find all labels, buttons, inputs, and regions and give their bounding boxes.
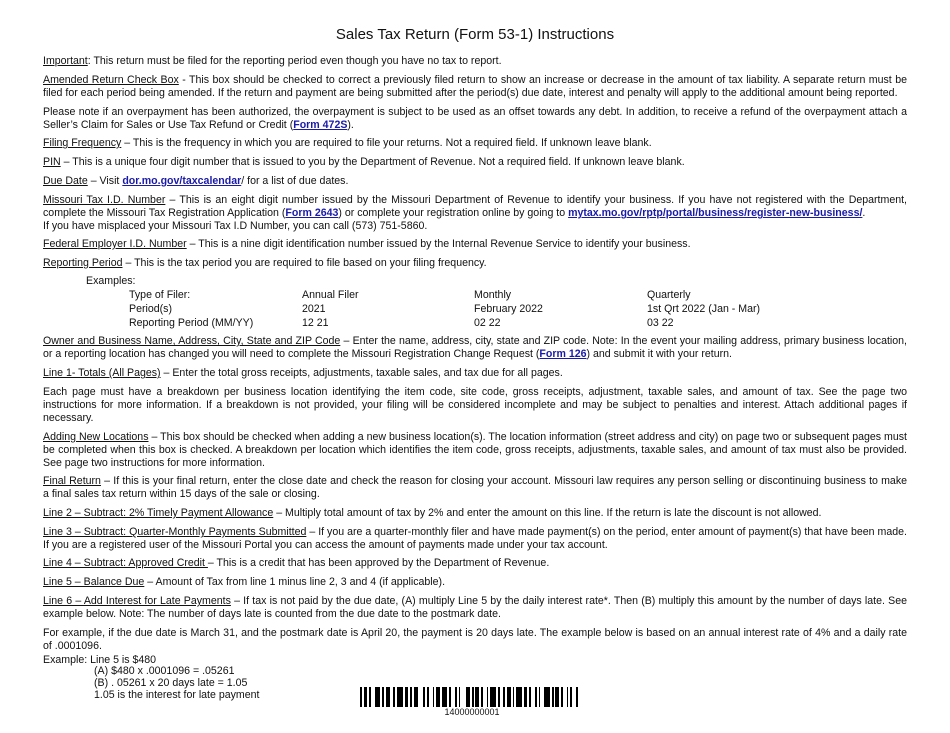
examples-row: Reporting Period (MM/YY) 12 21 02 22 03 22 xyxy=(129,317,674,329)
final-return-paragraph: Final Return – If this is your final return, enter the close date and check the reason for closing your account. Missouri law requires any person selling or discontinuing business to make a final sales tax return within 15 days of the sale or closing. xyxy=(43,475,908,501)
overpayment-paragraph: Please note if an overpayment has been authorized, the overpayment is subject to be used as an offset towards any debt. In addition, to receive a refund of the overpayment attach a Seller’s Claim for Sales or Use Tax Refund or Credit (Form 472S). xyxy=(43,106,907,132)
line2-paragraph: Line 2 – Subtract: 2% Timely Payment Allowance – Multiply total amount of tax by 2% and enter the amount on this line. If the return is late the discount is not allowed. xyxy=(43,507,822,519)
example-label: Example: Line 5 is $480 xyxy=(43,654,157,666)
pin-paragraph: PIN – This is a unique four digit number that is issued to you by the Department of Revenue. Not a required field. If unknown leave blank. xyxy=(43,156,685,168)
line1-paragraph: Line 1- Totals (All Pages) – Enter the total gross receipts, adjustments, taxable sales, and tax due for all pages. xyxy=(43,367,563,379)
owner-paragraph: Owner and Business Name, Address, City, State and ZIP Code – Enter the name, address, city, state and ZIP code. Note: In the event your mailing address, primary business location, or a reporting location has changed you will need to complete the Missouri Registration Change Request (Form 126) and submit it with your return. xyxy=(43,335,907,361)
examples-row: Period(s) 2021 February 2022 1st Qrt 2022 (Jan - Mar) xyxy=(129,303,761,315)
register-new-business-link[interactable]: mytax.mo.gov/rptp/portal/business/register-new-business/ xyxy=(568,207,863,220)
tax-calendar-link[interactable]: dor.mo.gov/taxcalendar xyxy=(122,175,242,187)
calc-step-b: (B) . 05261 x 20 days late = 1.05 xyxy=(94,677,248,689)
line5-paragraph: Line 5 – Balance Due – Amount of Tax from line 1 minus line 2, 3 and 4 (if applicable). xyxy=(43,576,446,588)
page-title: Sales Tax Return (Form 53-1) Instructions xyxy=(335,26,615,43)
adding-locations-paragraph: Adding New Locations – This box should be checked when adding a new business location(s). The location information (street address and city) on page two or subsequent pages must be completed when this box is checked. A breakdown per location which identifies the item code, gross receipts, adjustments, taxable sales, and amount of tax must also be provided. See page two instructions for more information. xyxy=(43,431,907,470)
form-472s-link[interactable]: Form 472S xyxy=(293,119,348,132)
calc-step-a: (A) $480 x .0001096 = .05261 xyxy=(94,665,235,677)
interest-example-paragraph: For example, if the due date is March 31, and the postmark date is April 20, the payment is 20 days late. The example below is based on an annual interest rate of 4% and a daily rate of .0001096. xyxy=(43,627,907,653)
examples-row: Type of Filer: Annual Filer Monthly Quarterly xyxy=(129,289,691,301)
line3-paragraph: Line 3 – Subtract: Quarter-Monthly Payments Submitted – If you are a quarter-monthly filer and have made payment(s) on the period, enter amount of payment(s) that have been made. If you are a registered user of the Missouri Portal you can access the amount of payments made under your tax account. xyxy=(43,526,907,552)
form-126-link[interactable]: Form 126 xyxy=(539,348,587,361)
federal-id-paragraph: Federal Employer I.D. Number – This is a nine digit identification number issued by the Internal Revenue Service to identify your business. xyxy=(43,238,691,250)
breakdown-paragraph: Each page must have a breakdown per business location identifying the item code, site code, gross receipts, adjustment, taxable sales, and amount of tax. See the page two instructions for more information. If a breakdown is not provided, your filing will be considered incomplete and may be subject to penalties and interest. Attach additional pages if necessary. xyxy=(43,386,907,425)
line4-paragraph: Line 4 – Subtract: Approved Credit – This is a credit that has been approved by the Department of Revenue. xyxy=(43,557,550,569)
important-paragraph: Important: This return must be filed for the reporting period even though you have no tax to report. xyxy=(43,55,502,67)
filing-frequency-paragraph: Filing Frequency – This is the frequency in which you are required to file your returns. Not a required field. If unknown leave blank. xyxy=(43,137,652,149)
reporting-period-paragraph: Reporting Period – This is the tax period you are required to file based on your filing frequency. xyxy=(43,257,487,269)
amended-label: Amended Return Check Box xyxy=(43,74,179,86)
important-label: Important xyxy=(43,55,88,67)
missouri-tax-id-paragraph: Missouri Tax I.D. Number – This is an eight digit number issued by the Missouri Department of Revenue to identify your business. If you have not registered with the Department, complete the Missouri Tax Registration Application (Form 2643) or complete your registration online by going to mytax.mo.gov/rptp/portal/business/register-new-business/. If you have misplaced your Missouri Tax I.D Number, you can call (573) 751-5860. xyxy=(43,194,907,233)
calc-result: 1.05 is the interest for late payment xyxy=(94,689,260,701)
amended-paragraph: Amended Return Check Box - This box should be checked to correct a previously filed return to show an increase or decrease in the amount of tax liability. A separate return must be filed for each period being amended. If the return and payment are being submitted after the period(s) due date, interest and penalty will apply to the additional amount being reported. xyxy=(43,74,907,100)
line6-paragraph: Line 6 – Add Interest for Late Payments – If tax is not paid by the due date, (A) multiply Line 5 by the daily interest rate*. Then (B) multiply this amount by the number of days late. See example below. Note: The number of days late is counted from the due date to the postmark date. xyxy=(43,595,907,621)
due-date-paragraph: Due Date – Visit dor.mo.gov/taxcalendar/ for a list of due dates. xyxy=(43,175,349,187)
barcode xyxy=(360,687,584,707)
form-2643-link[interactable]: Form 2643 xyxy=(285,207,339,220)
examples-label: Examples: xyxy=(86,275,136,287)
barcode-number: 14000000001 xyxy=(444,707,500,717)
